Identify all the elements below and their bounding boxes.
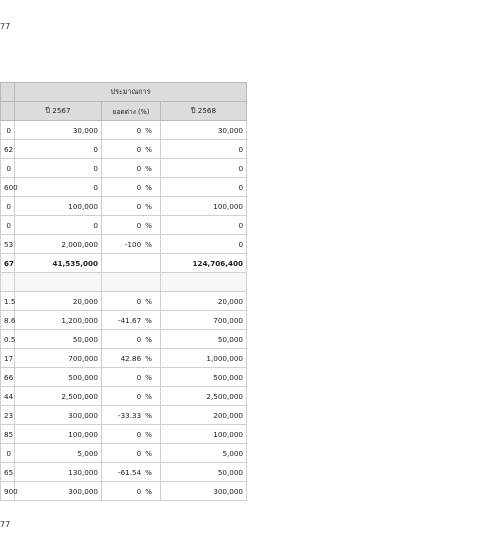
truncated-value-cell: 600 (1, 178, 15, 197)
year-2568-cell: 300,000 (161, 482, 247, 501)
truncated-value-cell (1, 273, 15, 292)
percent-sign: % (145, 163, 152, 173)
year-2568-cell: 20,000 (161, 292, 247, 311)
diff-percent-cell (102, 216, 161, 235)
year-2568-cell: 50,000 (161, 463, 247, 482)
year-2568-cell: 2,500,000 (161, 387, 247, 406)
table-row (1, 216, 247, 235)
diff-value: 0 (136, 144, 142, 154)
table-row (1, 330, 247, 349)
year-2568-cell: 100,000 (161, 197, 247, 216)
diff-value: -100 (124, 239, 142, 249)
page-number-top: 77 (0, 22, 11, 31)
diff-percent-cell (102, 235, 161, 254)
diff-value: -41.67 (117, 315, 142, 325)
diff-percent-cell (102, 349, 161, 368)
year-2568-cell: 100,000 (161, 425, 247, 444)
diff-percent-cell (102, 311, 161, 330)
year-2568-cell: 500,000 (161, 368, 247, 387)
table-row (1, 178, 247, 197)
year-2568-cell: 124,706,400 (161, 254, 247, 273)
budget-table-container (0, 82, 246, 501)
year-2567-cell: 41,535,000 (15, 254, 102, 273)
truncated-value-cell: 44 (1, 387, 15, 406)
year-2568-cell: 0 (161, 140, 247, 159)
page-number-bottom: 77 (0, 520, 11, 529)
year-2567-cell: 130,000 (15, 463, 102, 482)
truncated-value-cell: 8.6 (1, 311, 15, 330)
percent-sign: % (145, 410, 152, 420)
column-header-diff: ยอดต่าง (%) (102, 102, 161, 121)
truncated-value-cell: 65 (1, 463, 15, 482)
diff-percent-cell (102, 254, 161, 273)
diff-value: 0 (136, 448, 142, 458)
percent-sign: % (145, 353, 152, 363)
truncated-value-cell: 1.5 (1, 292, 15, 311)
year-2567-cell (15, 273, 102, 292)
table-row (1, 140, 247, 159)
percent-sign: % (145, 467, 152, 477)
diff-percent-cell (102, 444, 161, 463)
diff-percent-cell (102, 178, 161, 197)
diff-value: 0 (136, 220, 142, 230)
header-cut-cell (1, 83, 15, 102)
year-2567-cell: 300,000 (15, 406, 102, 425)
table-row (1, 349, 247, 368)
group-header-row (1, 83, 247, 102)
year-2567-cell: 20,000 (15, 292, 102, 311)
diff-value: 0 (136, 201, 142, 211)
year-2567-cell: 100,000 (15, 425, 102, 444)
diff-percent-cell (102, 197, 161, 216)
table-row (1, 311, 247, 330)
year-2568-cell: 5,000 (161, 444, 247, 463)
truncated-value-cell: 66 (1, 368, 15, 387)
diff-value: 0 (136, 334, 142, 344)
table-section-spacer (1, 273, 247, 292)
diff-percent-cell (102, 406, 161, 425)
truncated-value-cell: 0.5 (1, 330, 15, 349)
percent-sign: % (145, 429, 152, 439)
truncated-value-cell: 0 (1, 444, 15, 463)
diff-value: 0 (136, 429, 142, 439)
diff-value: 42.86 (120, 353, 142, 363)
year-2567-cell: 0 (15, 216, 102, 235)
percent-sign: % (145, 334, 152, 344)
budget-estimate-table (0, 82, 247, 501)
group-header-estimate: ประมาณการ (15, 83, 247, 102)
diff-value: -61.54 (117, 467, 142, 477)
table-row (1, 197, 247, 216)
year-2567-cell: 0 (15, 140, 102, 159)
diff-percent-cell (102, 292, 161, 311)
table-row (1, 425, 247, 444)
year-2568-cell (161, 273, 247, 292)
year-2567-cell: 700,000 (15, 349, 102, 368)
diff-percent-cell (102, 482, 161, 501)
diff-value: 0 (136, 182, 142, 192)
year-2567-cell: 30,000 (15, 121, 102, 140)
diff-percent-cell (102, 425, 161, 444)
year-2567-cell: 100,000 (15, 197, 102, 216)
year-2567-cell: 0 (15, 178, 102, 197)
diff-value: 0 (136, 391, 142, 401)
diff-value: 0 (136, 125, 142, 135)
percent-sign: % (145, 125, 152, 135)
diff-percent-cell (102, 368, 161, 387)
diff-percent-cell (102, 121, 161, 140)
year-2568-cell: 0 (161, 216, 247, 235)
table-row (1, 159, 247, 178)
table-row (1, 235, 247, 254)
percent-sign: % (145, 391, 152, 401)
truncated-value-cell: 0 (1, 121, 15, 140)
table-row (1, 482, 247, 501)
year-2567-cell: 50,000 (15, 330, 102, 349)
year-2567-cell: 1,200,000 (15, 311, 102, 330)
truncated-value-cell: 0 (1, 197, 15, 216)
diff-value: 0 (136, 163, 142, 173)
year-2567-cell: 2,500,000 (15, 387, 102, 406)
percent-sign: % (145, 296, 152, 306)
truncated-value-cell: 67 (1, 254, 15, 273)
year-2568-cell: 0 (161, 159, 247, 178)
table-body (1, 121, 247, 501)
year-2568-cell: 700,000 (161, 311, 247, 330)
year-2567-cell: 5,000 (15, 444, 102, 463)
percent-sign: % (145, 486, 152, 496)
table-row (1, 406, 247, 425)
year-2567-cell: 300,000 (15, 482, 102, 501)
truncated-value-cell: 0 (1, 216, 15, 235)
diff-value: -33.33 (117, 410, 142, 420)
table-row (1, 121, 247, 140)
percent-sign: % (145, 448, 152, 458)
truncated-value-cell: 85 (1, 425, 15, 444)
table-row (1, 292, 247, 311)
table-row (1, 387, 247, 406)
truncated-value-cell: 900 (1, 482, 15, 501)
year-2567-cell: 2,000,000 (15, 235, 102, 254)
table-row (1, 463, 247, 482)
year-2568-cell: 30,000 (161, 121, 247, 140)
diff-percent-cell (102, 159, 161, 178)
table-total-row (1, 254, 247, 273)
year-2567-cell: 500,000 (15, 368, 102, 387)
diff-percent-cell (102, 387, 161, 406)
column-header-row (1, 102, 247, 121)
column-header-2568: ปี 2568 (161, 102, 247, 121)
diff-value: 0 (136, 372, 142, 382)
year-2568-cell: 200,000 (161, 406, 247, 425)
table-row (1, 444, 247, 463)
truncated-value-cell: 23 (1, 406, 15, 425)
percent-sign: % (145, 201, 152, 211)
truncated-value-cell: 62 (1, 140, 15, 159)
percent-sign: % (145, 182, 152, 192)
truncated-value-cell: 0 (1, 159, 15, 178)
diff-value: 0 (136, 296, 142, 306)
diff-percent-cell (102, 140, 161, 159)
percent-sign: % (145, 220, 152, 230)
year-2568-cell: 0 (161, 235, 247, 254)
truncated-value-cell: 53 (1, 235, 15, 254)
percent-sign: % (145, 315, 152, 325)
percent-sign: % (145, 372, 152, 382)
year-2568-cell: 50,000 (161, 330, 247, 349)
table-row (1, 368, 247, 387)
truncated-value-cell: 17 (1, 349, 15, 368)
diff-percent-cell (102, 273, 161, 292)
year-2568-cell: 1,000,000 (161, 349, 247, 368)
year-2568-cell: 0 (161, 178, 247, 197)
percent-sign: % (145, 144, 152, 154)
diff-percent-cell (102, 330, 161, 349)
percent-sign: % (145, 239, 152, 249)
column-header-2567: ปี 2567 (15, 102, 102, 121)
diff-percent-cell (102, 463, 161, 482)
diff-value: 0 (136, 486, 142, 496)
header-cut-cell (1, 102, 15, 121)
year-2567-cell: 0 (15, 159, 102, 178)
